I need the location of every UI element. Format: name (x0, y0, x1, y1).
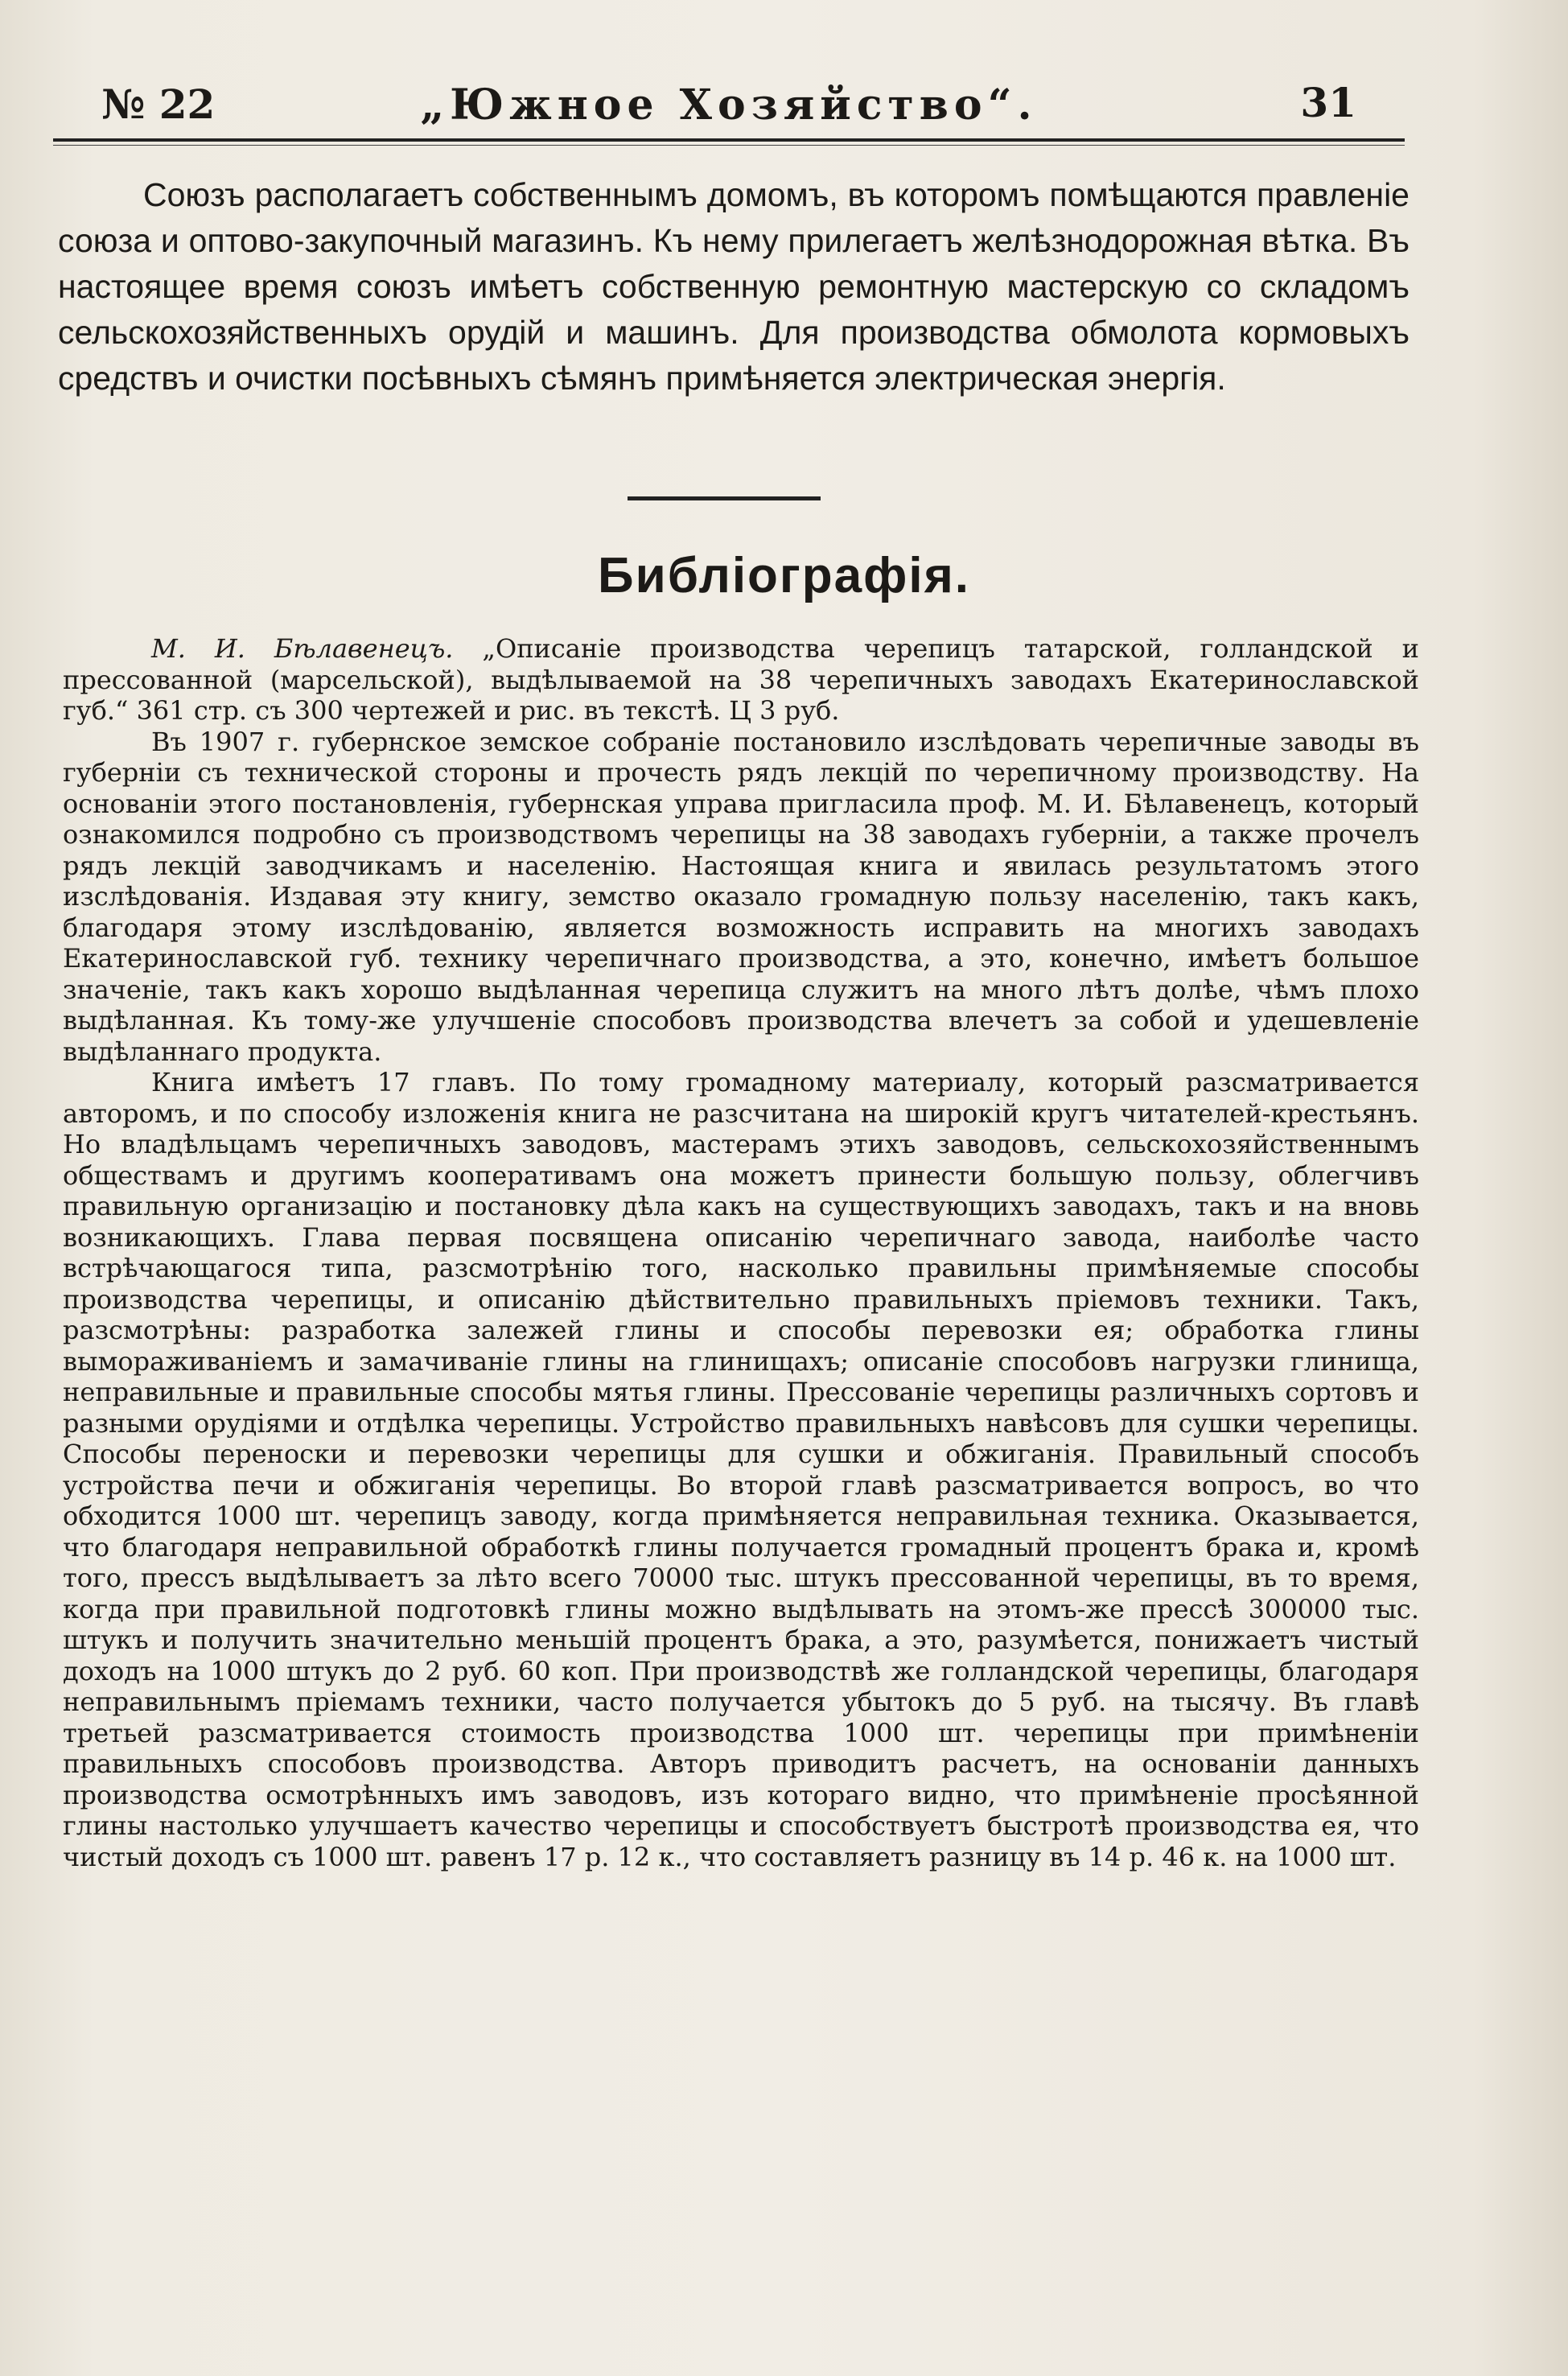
issue-number: № 22 (101, 80, 216, 128)
bibliography-body (63, 633, 1419, 1872)
intro-section (58, 172, 1410, 401)
header-rule-thin (53, 145, 1405, 146)
section-separator (628, 496, 821, 500)
journal-title: „Южное Хозяйство“. (420, 80, 1038, 130)
intro-paragraph: Союзъ располагаетъ собственнымъ домомъ, въ которомъ помѣщаются правленіе союза и оптово-закупочный магазинъ. Къ нему прилегаетъ желѣзнодорожная вѣтка. Въ настоящее время союзъ имѣетъ собственную ремонтную мастерскую со складомъ сельскохозяйственныхъ орудій и машинъ. Для производства обмолота кормовыхъ средствъ и очистки посѣвныхъ сѣмянъ примѣняется электрическая энергія. (58, 176, 1410, 397)
book-citation: „Описаніе производства черепицъ татарской, голландской и прессованной (марсельской), выдѣлываемой на 38 черепичныхъ заводахъ Екатеринославской губ.“ 361 стр. съ 300 чертежей и рис. въ текстѣ. Ц 3 руб. (63, 633, 1420, 726)
running-header (53, 71, 1405, 143)
review-paragraph-1: Въ 1907 г. губернское земское собраніе постановило изслѣдовать черепичные заводы въ губерніи съ технической стороны и прочесть рядъ лекцій по черепичному производству. На основаніи этого постановленія, губернская управа пригласила проф. М. И. Бѣлавенецъ, который ознакомился подробно съ производствомъ черепицы на 38 заводахъ губерніи, а также прочелъ рядъ лекцій заводчикамъ и населенію. Настоящая книга и явилась результатомъ этого изслѣдованія. Издавая эту книгу, земство оказало громадную пользу населенію, такъ какъ, благодаря этому изслѣдованію, является возможность исправить на многихъ заводахъ Екатеринославской губ. технику черепичнаго производства, а это, конечно, имѣетъ большое значеніе, такъ какъ хорошо выдѣланная черепица служитъ на много лѣтъ долѣе, чѣмъ плохо выдѣланная. Къ тому-же улучшеніе способовъ производства влечетъ за собой и удешевленіе выдѣланнаго продукта. (63, 726, 1419, 1067)
section-heading: Библіографія. (598, 548, 970, 603)
review-paragraph-2: Книга имѣетъ 17 главъ. По тому громадному материалу, который разсматривается авторомъ, и по способу изложенія книга не разсчитана на широкій кругъ читателей-крестьянъ. Но владѣльцамъ черепичныхъ заводовъ, мастерамъ этихъ заводовъ, сельскохозяйственнымъ обществамъ и другимъ кооперативамъ она можетъ принести большую пользу, облегчивъ правильную организацію и постановку дѣла какъ на существующихъ заводахъ, такъ и на вновь возникающихъ. Глава первая посвящена описанію черепичнаго завода, наиболѣе часто встрѣчающагося типа, разсмотрѣнію того, насколько правильны примѣняемые способы производства черепицы, и описанію дѣйствительно правильныхъ пріемовъ техники. Такъ, разсмотрѣны: разработка залежей глины и способы перевозки ея; обработка глины вымораживаніемъ и замачиваніе глины на глинищахъ; описаніе способовъ нагрузки глинища, неправильные и правильные способы мятья глины. Прессованіе черепицы различныхъ сортовъ и разными орудіями и отдѣлка черепицы. Устройство правильныхъ навѣсовъ для сушки черепицы. Способы переноски и перевозки черепицы для сушки и обжиганія. Правильный способъ устройства печи и обжиганія черепицы. Во второй главѣ разсматривается вопросъ, во что обходится 1000 шт. черепицъ заводу, когда примѣняется неправильная техника. Оказывается, что благодаря неправильной обработкѣ глины получается громадный процентъ брака и, кромѣ того, прессъ выдѣлываетъ за лѣто всего 70000 тыс. штукъ прессованной черепицы, въ то время, когда при правильной подготовкѣ глины можно выдѣлывать на этомъ-же прессѣ 300000 тыс. штукъ и получить значительно меньшій процентъ брака, а это, разумѣется, понижаетъ чистый доходъ на 1000 штукъ до 2 руб. 60 коп. При производствѣ же голландской черепицы, благодаря неправильнымъ пріемамъ техники, часто получается убытокъ до 5 руб. на тысячу. Въ главѣ третьей разсматривается стоимость производства 1000 шт. черепицы при примѣненіи правильныхъ способовъ производства. Авторъ приводитъ расчетъ, на основаніи данныхъ производства осмотрѣнныхъ имъ заводовъ, изъ котораго видно, что примѣненіе просѣянной глины настолько улучшаетъ качество черепицы и способствуетъ быстротѣ производства ея, что чистый доходъ съ 1000 шт. равенъ 17 р. 12 к., что составляетъ разницу въ 14 р. 46 к. на 1000 шт. (63, 1067, 1419, 1872)
header-rule-thick (53, 138, 1405, 142)
book-author: М. И. Бѣлавенецъ. (151, 633, 454, 664)
citation-paragraph (63, 633, 1419, 727)
page-number: 31 (1300, 79, 1356, 126)
